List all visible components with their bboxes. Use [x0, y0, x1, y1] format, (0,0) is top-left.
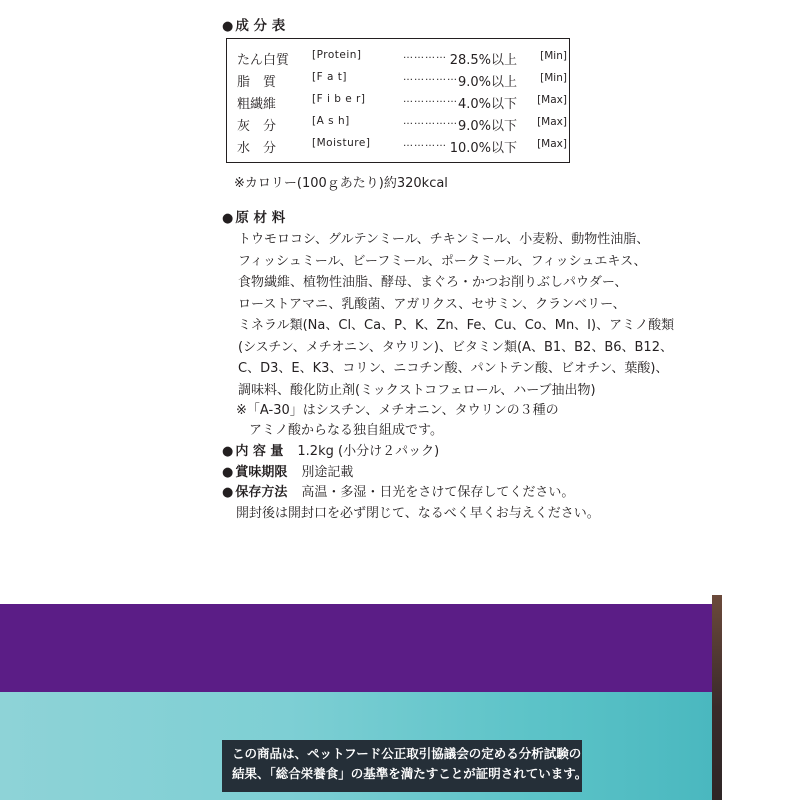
nutrient-en: [Protein]	[312, 49, 362, 61]
nutrient-name: 粗繊維	[237, 97, 277, 112]
right-margin	[712, 0, 800, 800]
ingredients-heading: ● 原 材 料	[222, 210, 286, 226]
package-edge-strip	[712, 595, 722, 800]
content-amount: ● 内 容 量 1.2kg (小分け２パック)	[222, 444, 440, 459]
nutrient-unit: [Min]	[540, 72, 567, 84]
nutrient-unit: [Max]	[537, 138, 567, 150]
ingredients-list	[238, 229, 675, 401]
bullet-icon: ●	[222, 444, 234, 459]
certification-notice: この商品は、ペットフード公正取引協議会の定める分析試験の 結果、「総合栄養食」の基準を満たすことが証明されています。	[222, 740, 582, 792]
expiry-date: ● 賞味期限 別途記載	[222, 465, 354, 480]
ingredients-line: (シスチン、メチオニン、タウリン)、ビタミン類(A、B1、B2、B6、B12、	[238, 339, 673, 355]
storage-line2: 開封後は開封口を必ず閉じて、なるべく早くお与えください。	[236, 506, 600, 521]
leader-dots: …………	[403, 50, 447, 61]
ingredients-line: ローストアマニ、乳酸菌、アガリクス、セサミン、クランベリー、	[238, 296, 626, 312]
bullet-icon: ●	[222, 19, 234, 34]
nutrient-en: [F a t]	[312, 71, 347, 83]
ingredients-line: トウモロコシ、グルテンミール、チキンミール、小麦粉、動物性油脂、	[238, 232, 650, 247]
leader-dots: …………	[403, 138, 447, 149]
nutrient-value: 10.0%以下	[449, 141, 517, 156]
bullet-icon: ●	[222, 465, 234, 480]
nutrient-en: [F i b e r]	[312, 93, 366, 105]
ingredients-line: ミネラル類(Na、Cl、Ca、P、K、Zn、Fe、Cu、Co、Mn、I)、アミノ酸類	[238, 318, 675, 333]
calorie-note: ※カロリー(100ｇあたり)約320kcal	[234, 176, 448, 191]
ingredients-line: 食物繊維、植物性油脂、酵母、まぐろ・かつお削りぶしパウダー、	[238, 275, 628, 290]
a30-note: ※「A-30」はシスチン、メチオニン、タウリンの３種の アミノ酸からなる独自組成です。	[236, 403, 559, 438]
ingredients-line: 調味料、酸化防止剤(ミックストコフェロール、ハーブ抽出物)	[238, 382, 596, 398]
nutrient-value: 9.0%以下	[457, 119, 517, 134]
nutrient-en: [Moisture]	[312, 137, 371, 149]
bullet-icon: ●	[222, 485, 234, 500]
nutrient-name: 水 分	[237, 141, 277, 156]
nutrient-value: 9.0%以上	[457, 75, 517, 90]
leader-dots: ……………	[403, 94, 458, 105]
composition-row-fiber	[237, 93, 567, 113]
composition-heading: ● 成 分 表	[222, 18, 286, 34]
nutrient-name: たん白質	[237, 53, 290, 68]
nutrient-en: [A s h]	[312, 115, 350, 127]
nutrient-value: 28.5%以上	[449, 53, 517, 68]
nutrient-name: 灰 分	[237, 119, 277, 134]
nutrient-unit: [Max]	[537, 116, 567, 128]
nutrient-value: 4.0%以下	[457, 97, 517, 112]
bullet-icon: ●	[222, 211, 234, 226]
composition-table	[226, 38, 570, 163]
composition-row-fat	[237, 71, 567, 91]
composition-row-moisture	[237, 137, 567, 157]
leader-dots: ……………	[403, 72, 458, 83]
leader-dots: ……………	[403, 116, 458, 127]
purple-band	[0, 604, 712, 692]
nutrient-unit: [Min]	[540, 50, 567, 62]
nutrient-name: 脂 質	[237, 75, 277, 90]
storage-method: ● 保存方法 高温・多湿・日光をさけて保存してください。	[222, 485, 575, 500]
ingredients-line: フィッシュミール、ビーフミール、ポークミール、フィッシュエキス、	[238, 253, 647, 269]
composition-row-protein	[237, 49, 567, 69]
ingredients-line: C、D3、E、K3、コリン、ニコチン酸、パントテン酸、ビオチン、葉酸)、	[238, 361, 669, 376]
composition-row-ash	[237, 115, 567, 135]
nutrient-unit: [Max]	[537, 94, 567, 106]
